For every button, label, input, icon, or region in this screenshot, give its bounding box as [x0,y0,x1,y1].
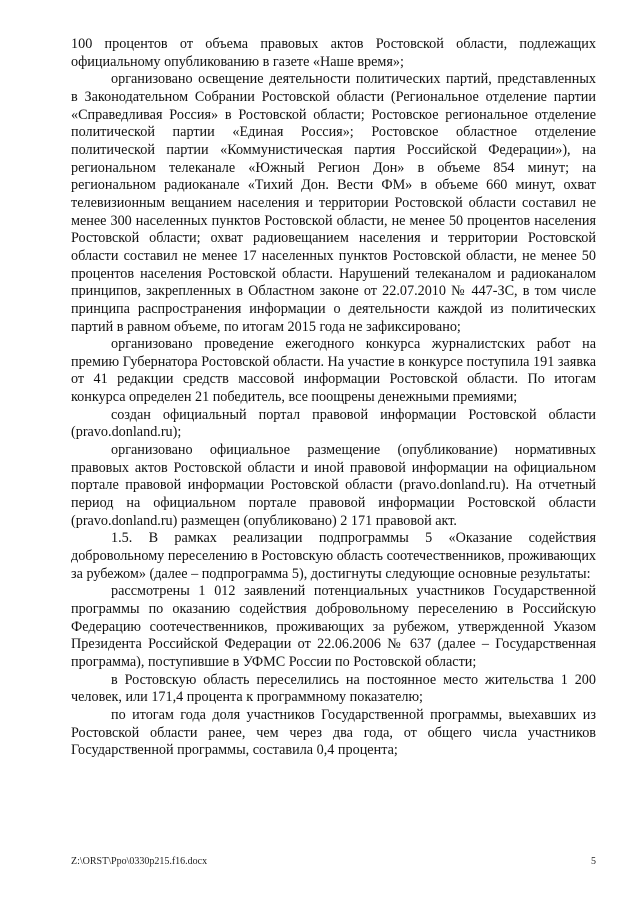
paragraph: рассмотрены 1 012 заявлений потенциальных участников Государственной программы по оказанию содействия добровольному переселению в Российскую Федерацию соотечественников, проживающих за рубежом, утвержденной Указом Президента Российской Федерации от 22.06.2006 № 637 (далее – Государственная программа), поступившие в УФМС России по Ростовской области; [71,583,596,670]
paragraph: 100 процентов от объема правовых актов Ростовской области, подлежащих официальному опубликованию в газете «Наше время»; [71,36,596,70]
paragraph: организовано проведение ежегодного конкурса журналистских работ на премию Губернатора Ростовской области. На участие в конкурсе поступила 191 заявка от 41 редакции средств массовой информации Ростовской области. По итогам конкурса определен 21 победитель, все поощрены денежными премиями; [71,336,596,406]
page-footer [71,856,596,867]
footer-file-path: Z:\ORST\Ppo\0330p215.f16.docx [71,856,208,867]
paragraph: по итогам года доля участников Государственной программы, выехавших из Ростовской области ранее, чем через два года, от общего числа участников Государственной программы, составила 0,4 процента; [71,706,596,759]
paragraph: 1.5. В рамках реализации подпрограммы 5 «Оказание содействия добровольному переселению в Ростовскую область соотечественников, проживающих за рубежом» (далее – подпрограмма 5), достигнуты следующие основные результаты: [71,530,596,582]
paragraph: организовано освещение деятельности политических партий, представленных в Законодательном Собрании Ростовской области (Региональное отделение партии «Справедливая Россия» в Ростовской области; Ростовское региональное отделение политической партии «Единая Россия»; Ростовское областное отделение политической партии «Коммунистическая партия Российской Федерации»), на региональном телеканале «Южный Регион Дон» в объеме 854 минут; на региональном радиоканале «Тихий Дон. Вести ФМ» в объеме 660 минут, охват телевизионным вещанием населения и территории Ростовской области составил не менее 300 населенных пунктов Ростовской области, не менее 50 процентов населения Ростовской области; охват радиовещанием населения и территории Ростовской области составил не менее 17 населенных пунктов Ростовской области, не менее 50 процентов населения Ростовской области. Нарушений телеканалом и радиоканалом принципов, закрепленных в Областном законе от 22.07.2010 № 447-ЗС, в том числе принципа распространения информации о деятельности каждой из политических партий в равном объеме, по итогам 2015 года не зафиксировано; [71,71,596,335]
page-number: 5 [591,856,596,867]
paragraph: в Ростовскую область переселились на постоянное место жительства 1 200 человек, или 171,4 процента к программному показателю; [71,671,596,706]
paragraph: организовано официальное размещение (опубликование) нормативных правовых актов Ростовской области и иной правовой информации на официальном портале правовой информации Ростовской области (pravo.donland.ru). На отчетный период на официальном портале правовой информации Ростовской области (pravo.donland.ru) размещен (опубликовано) 2 171 правовой акт. [71,442,596,529]
paragraph: создан официальный портал правовой информации Ростовской области (pravo.donland.ru); [71,406,596,441]
document-body [71,36,596,760]
